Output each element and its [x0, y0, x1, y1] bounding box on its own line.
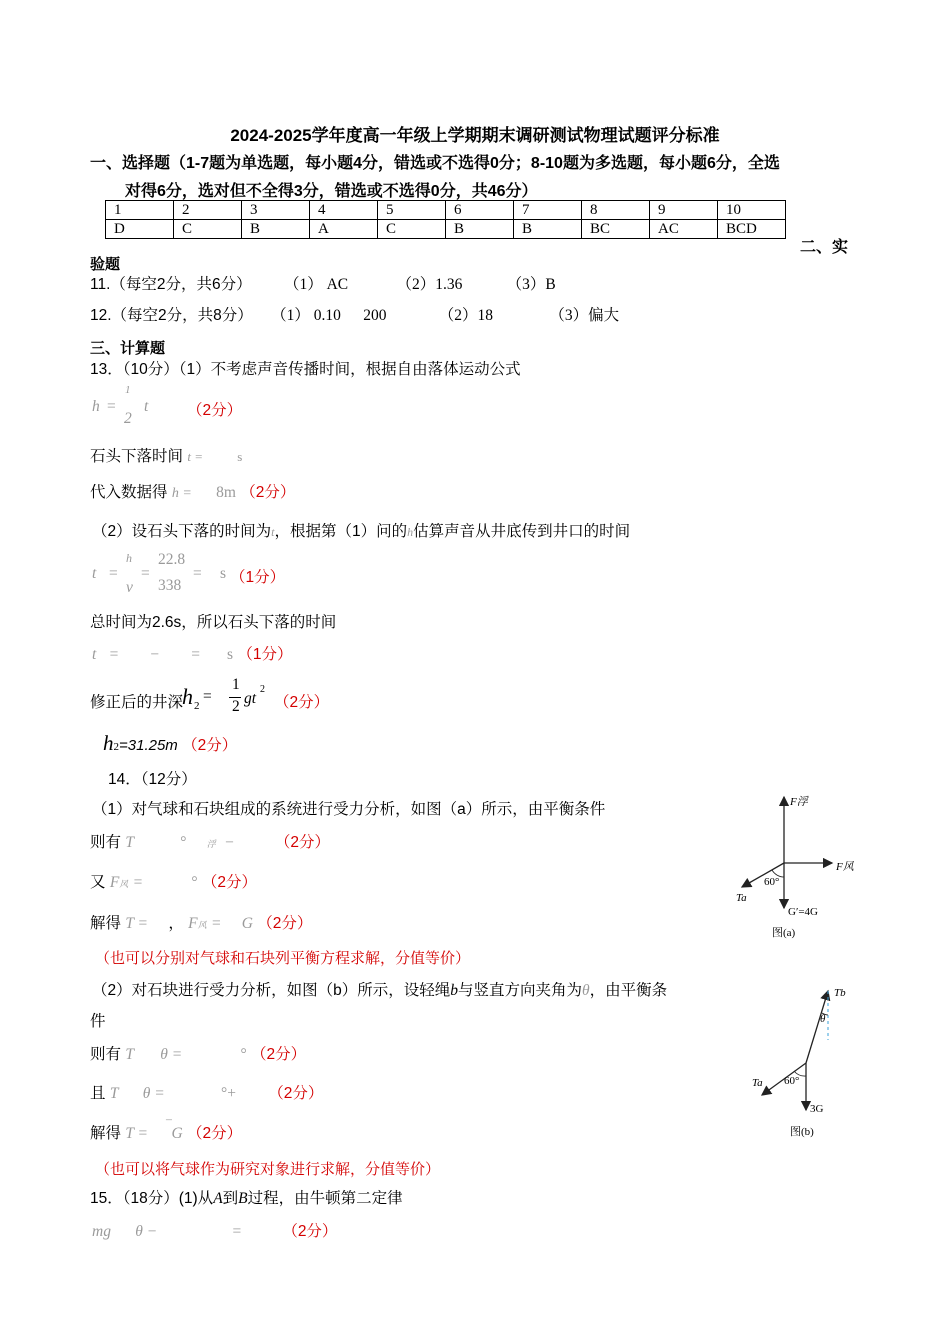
q11-answer-1: （1） AC: [283, 276, 349, 293]
q14-line-9: 解得 T = ‾G （2分）: [90, 1119, 243, 1142]
force-diagram-b: [748, 985, 858, 1145]
table-cell: 10: [718, 201, 786, 220]
table-cell: 2: [174, 201, 242, 220]
q13-line-substitute: 代入数据得 h = 8m （2分）: [90, 484, 296, 501]
q13-line-part2: （2）设石头下落的时间为t，根据第（1）问的h估算声音从井底传到井口的时间: [92, 523, 631, 540]
table-cell: 9: [650, 201, 718, 220]
section2-heading-part1: 二、实: [800, 239, 849, 256]
q12-answer-1b: 200: [363, 307, 387, 324]
label-theta: θ: [820, 1013, 826, 1025]
q12-answer-2: （2）18: [438, 307, 494, 324]
q13-final-depth: h2=31.25m （2分）: [103, 731, 238, 755]
table-cell: 8: [582, 201, 650, 220]
table-cell: 7: [514, 201, 582, 220]
section1-line2: 对得6分，选对但不全得3分，错选或不选得0分，共46分）: [125, 183, 538, 200]
label-g: G′=4G: [788, 906, 818, 918]
label-f-buoyancy: F浮: [790, 796, 808, 808]
table-cell: A: [310, 220, 378, 239]
q14-line-7: 则有 T θ = ° （2分）: [90, 1046, 307, 1063]
table-cell: B: [514, 220, 582, 239]
q13-formula-2: t = h v = 22.8 338 = s （1分）: [92, 551, 286, 596]
q13-line-time: 石头下落时间 t = s: [90, 448, 243, 465]
q12-line: [90, 303, 619, 325]
section2-heading-part2: 验题: [90, 256, 121, 273]
table-cell: C: [378, 220, 446, 239]
q14-line-6: （2）对石块进行受力分析，如图（b）所示，设轻绳b与竖直方向夹角为θ，由平衡条: [92, 982, 668, 999]
q14-note-2: （也可以将气球作为研究对象进行求解，分值等价）: [95, 1162, 441, 1178]
q15-head: 15．（18分）(1)从A到B过程，由牛顿第二定律: [90, 1190, 403, 1207]
score-label: （2分）: [257, 915, 313, 932]
q12-answer-3: （3）偏大: [549, 307, 620, 324]
label-angle-60: 60°: [764, 876, 780, 888]
q13-formula-3: t = − = s （1分）: [92, 646, 293, 663]
score-label: （2分）: [268, 1085, 324, 1102]
figure-b: [748, 985, 858, 1145]
figure-a: [732, 790, 862, 940]
table-cell: 1: [106, 201, 174, 220]
table-cell: D: [106, 220, 174, 239]
table-cell: 6: [446, 201, 514, 220]
label-3g: 3G: [810, 1103, 824, 1115]
figure-a-caption: 图(a): [772, 927, 796, 939]
q14-head: 14．（12分）: [108, 771, 197, 788]
answer-table-number-row: [106, 201, 786, 220]
q14-line-2: 则有 T ° 浮 − （2分）: [90, 834, 331, 851]
q11-answer-2: （2）1.36: [396, 276, 463, 293]
label-ta: Ta: [736, 892, 747, 904]
q14-note-1: （也可以分别对气球和石块列平衡方程求解，分值等价）: [95, 951, 471, 967]
q15-formula: mg θ − = （2分）: [92, 1223, 338, 1240]
table-cell: 3: [242, 201, 310, 220]
section1-line1: 一、选择题（1-7题为单选题，每小题4分，错选或不选得0分；8-10题为多选题，每小题6分，全选: [90, 155, 780, 172]
score-label: （2分）: [274, 694, 330, 711]
score-label: （2分）: [187, 1125, 243, 1142]
q14-line-3: 又 F风 = ° （2分）: [90, 874, 258, 891]
q14-line-8: 且 T θ = °+ （2分）: [90, 1085, 324, 1102]
q14-line-4: 解得 T = ， F风 = G （2分）: [90, 915, 313, 932]
score-label: （2分）: [187, 402, 243, 419]
q11-answer-3: （3）B: [506, 276, 556, 293]
q14-line-1: （1）对气球和石块组成的系统进行受力分析，如图（a）所示，由平衡条件: [92, 801, 606, 818]
q11-line: [90, 272, 556, 294]
score-label: （2分）: [251, 1046, 307, 1063]
table-cell: B: [446, 220, 514, 239]
label-f-wind: F风: [836, 861, 854, 873]
q13-head: 13．（10分）（1）不考虑声音传播时间，根据自由落体运动公式: [90, 361, 521, 378]
table-cell: BC: [582, 220, 650, 239]
answer-table-answer-row: [106, 220, 786, 239]
score-label: （1分）: [230, 569, 286, 586]
q12-head: 12.（每空2分，共8分）: [90, 307, 253, 324]
q12-answer-1: （1） 0.10: [271, 307, 341, 324]
table-cell: AC: [650, 220, 718, 239]
label-ta: Ta: [752, 1077, 763, 1089]
answer-table: [105, 200, 786, 239]
q11-head: 11.（每空2分，共6分）: [90, 276, 252, 293]
score-label: （2分）: [201, 874, 258, 891]
score-label: （2分）: [182, 737, 238, 754]
score-label: （1分）: [237, 646, 293, 663]
q13-line-total: 总时间为2.6s，所以石头下落的时间: [90, 614, 337, 631]
label-tb: Tb: [834, 987, 846, 999]
score-label: （2分）: [282, 1223, 338, 1240]
table-cell: BCD: [718, 220, 786, 239]
table-cell: C: [174, 220, 242, 239]
label-angle-60: 60°: [784, 1075, 800, 1087]
score-label: （2分）: [274, 834, 331, 851]
figure-b-caption: 图(b): [790, 1126, 814, 1138]
score-label: （2分）: [240, 484, 296, 501]
section3-heading: 三、计算题: [90, 340, 166, 357]
q14-line-6-cont: 件: [90, 1013, 106, 1030]
q13-corrected-depth: 修正后的井深 h 2 = 1 2 gt 2 （2分）: [90, 676, 330, 715]
table-cell: B: [242, 220, 310, 239]
table-cell: 4: [310, 201, 378, 220]
page-title: 2024-2025学年度高一年级上学期期末调研测试物理试题评分标准: [230, 126, 720, 145]
table-cell: 5: [378, 201, 446, 220]
